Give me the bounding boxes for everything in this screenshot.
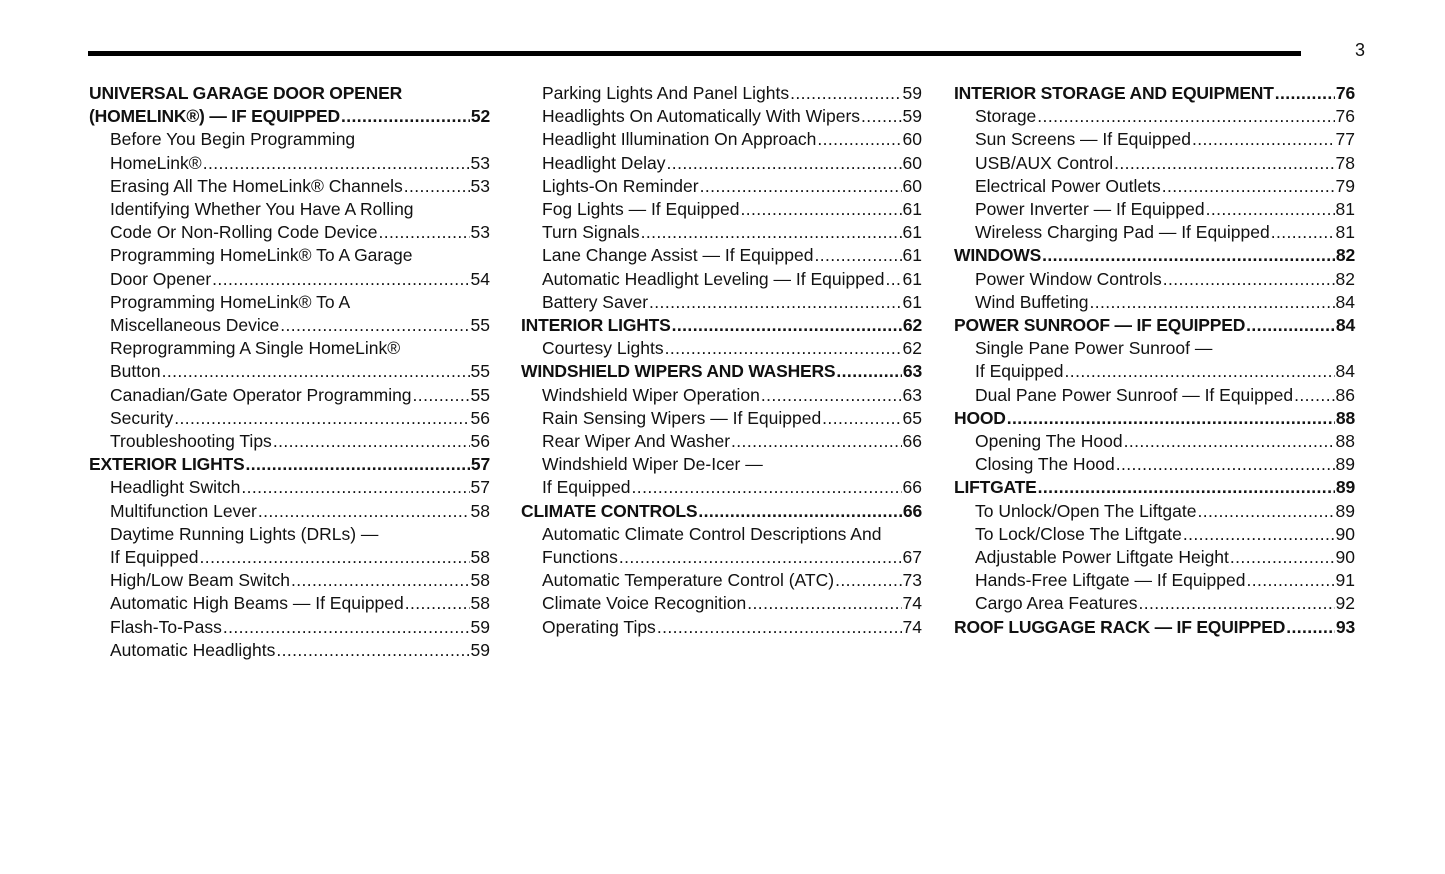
toc-column-1	[89, 82, 490, 662]
toc-entry	[521, 337, 922, 360]
toc-entry-title: Erasing All The HomeLink® Channels	[110, 175, 403, 196]
toc-entry	[521, 221, 922, 244]
dot-leader	[1206, 198, 1335, 221]
toc-entry	[521, 569, 922, 592]
toc-entry-title: HOOD	[954, 407, 1006, 428]
toc-entry	[954, 198, 1355, 221]
dot-leader	[747, 592, 901, 615]
dot-leader	[885, 268, 901, 291]
toc-entry-title: Electrical Power Outlets	[975, 175, 1161, 196]
dot-leader	[667, 152, 902, 175]
toc-page-number: 84	[1335, 291, 1355, 312]
toc-page-number: 55	[470, 315, 490, 336]
dot-leader	[223, 616, 470, 639]
toc-entry-title: To Lock/Close The Liftgate	[975, 523, 1182, 544]
toc-page-number: 89	[1335, 500, 1355, 521]
toc-entry-title: High/Low Beam Switch	[110, 570, 290, 591]
toc-page-number: 52	[470, 106, 490, 127]
toc-page-number: 59	[902, 83, 922, 103]
toc-entry	[89, 291, 490, 314]
toc-page-number: 74	[902, 593, 922, 614]
toc-entry	[89, 384, 490, 407]
dot-leader	[1116, 453, 1335, 476]
toc-entry-title: Lights-On Reminder	[542, 175, 699, 196]
toc-entry	[954, 523, 1355, 546]
toc-entry-title: If Equipped	[110, 547, 199, 568]
toc-entry	[954, 268, 1355, 291]
toc-page-number: 62	[902, 338, 922, 359]
toc-page-number: 76	[1335, 106, 1355, 127]
dot-leader	[276, 639, 469, 662]
toc-entry	[954, 430, 1355, 453]
toc-page-number: 90	[1335, 547, 1355, 568]
toc-page-number: 73	[902, 570, 922, 591]
toc-entry-title: Closing The Hood	[975, 454, 1115, 475]
toc-entry-title: Automatic Headlight Leveling — If Equipped	[542, 268, 885, 289]
toc-entry	[954, 569, 1355, 592]
toc-page-number: 74	[902, 616, 922, 637]
dot-leader	[761, 384, 902, 407]
toc-page-number: 82	[1335, 245, 1355, 266]
toc-page-number: 67	[902, 547, 922, 568]
toc-entry-title: Turn Signals	[542, 222, 640, 243]
toc-page-number: 56	[470, 407, 490, 428]
toc-page-number: 56	[470, 431, 490, 452]
toc-section-heading	[89, 82, 490, 105]
toc-entry-title: Wind Buffeting	[975, 291, 1089, 312]
dot-leader	[280, 314, 469, 337]
toc-entry	[89, 476, 490, 499]
toc-entry-title: Security	[110, 407, 174, 428]
toc-entry	[521, 592, 922, 615]
toc-entry	[521, 198, 922, 221]
toc-entry	[89, 337, 490, 360]
toc-entry	[521, 128, 922, 151]
toc-entry-title: Automatic Climate Control Descriptions And	[542, 523, 882, 544]
dot-leader	[258, 500, 470, 523]
toc-page-number: 81	[1335, 199, 1355, 220]
toc-entry	[89, 152, 490, 175]
toc-entry	[521, 291, 922, 314]
toc-entry	[89, 569, 490, 592]
toc-entry	[954, 592, 1355, 615]
dot-leader	[1286, 616, 1335, 639]
toc-entry-title: Operating Tips	[542, 616, 656, 637]
toc-page-number: 62	[902, 315, 922, 336]
toc-entry-title: Programming HomeLink® To A	[110, 291, 351, 312]
toc-page-number: 79	[1335, 175, 1355, 196]
dot-leader	[790, 82, 901, 105]
toc-section-heading	[521, 360, 922, 383]
toc-column-2	[521, 82, 922, 639]
toc-entry	[89, 128, 490, 151]
toc-section-heading	[521, 314, 922, 337]
dot-leader	[1246, 314, 1335, 337]
dot-leader	[835, 569, 901, 592]
toc-page-number: 61	[902, 291, 922, 312]
dot-leader	[649, 291, 902, 314]
toc-entry	[954, 128, 1355, 151]
toc-entry	[89, 546, 490, 569]
toc-page-number: 63	[902, 361, 922, 382]
toc-entry-title: Door Opener	[110, 268, 212, 289]
dot-leader	[657, 616, 902, 639]
toc-entry	[521, 384, 922, 407]
toc-entry-title: LIFTGATE	[954, 477, 1037, 498]
toc-entry	[954, 221, 1355, 244]
toc-entry-title: To Unlock/Open The Liftgate	[975, 500, 1197, 521]
toc-page-number: 57	[470, 454, 490, 475]
dot-leader	[241, 476, 469, 499]
toc-page-number: 84	[1335, 315, 1355, 336]
toc-section-heading	[954, 616, 1355, 639]
dot-leader	[1197, 500, 1334, 523]
toc-entry-title: Lane Change Assist — If Equipped	[542, 245, 814, 266]
toc-entry-title: Fog Lights — If Equipped	[542, 199, 740, 220]
toc-entry-title: Automatic High Beams — If Equipped	[110, 593, 404, 614]
toc-entry	[89, 616, 490, 639]
dot-leader	[1230, 546, 1335, 569]
toc-entry-title: (HOMELINK®) — IF EQUIPPED	[89, 106, 340, 127]
toc-entry-title: Headlight Illumination On Approach	[542, 129, 817, 150]
toc-entry	[521, 407, 922, 430]
dot-leader	[1090, 291, 1335, 314]
toc-page-number: 88	[1335, 407, 1355, 428]
toc-entry	[89, 314, 490, 337]
toc-page-number: 61	[902, 268, 922, 289]
toc-column-3	[954, 82, 1355, 639]
toc-entry-title: Headlight Delay	[542, 152, 666, 173]
toc-entry	[954, 384, 1355, 407]
toc-entry	[521, 546, 922, 569]
dot-leader	[1183, 523, 1335, 546]
toc-entry-title: Multifunction Lever	[110, 500, 257, 521]
toc-entry-title: Storage	[975, 106, 1037, 127]
toc-page-number: 61	[902, 245, 922, 266]
toc-entry	[521, 453, 922, 476]
dot-leader	[404, 175, 470, 198]
toc-entry-title: Hands-Free Liftgate — If Equipped	[975, 570, 1246, 591]
toc-page-number: 60	[902, 175, 922, 196]
toc-entry-title: UNIVERSAL GARAGE DOOR OPENER	[89, 83, 403, 103]
dot-leader	[405, 592, 470, 615]
toc-entry-title: Miscellaneous Device	[110, 315, 280, 336]
toc-entry-title: Headlight Switch	[110, 477, 241, 498]
toc-entry-title: Power Window Controls	[975, 268, 1162, 289]
dot-leader	[698, 500, 902, 523]
toc-entry-title: Adjustable Power Liftgate Height	[975, 547, 1229, 568]
toc-entry	[521, 616, 922, 639]
dot-leader	[162, 360, 470, 383]
dot-leader	[341, 105, 470, 128]
toc-entry-title: Rear Wiper And Washer	[542, 431, 731, 452]
toc-section-heading	[89, 453, 490, 476]
toc-entry-title: Windshield Wiper Operation	[542, 384, 760, 405]
toc-entry-title: HomeLink®	[110, 152, 202, 173]
toc-entry-title: Reprogramming A Single HomeLink®	[110, 338, 401, 359]
dot-leader	[203, 152, 470, 175]
dot-leader	[1192, 128, 1335, 151]
toc-entry-title: Automatic Temperature Control (ATC)	[542, 570, 835, 591]
toc-entry	[954, 291, 1355, 314]
dot-leader	[1246, 569, 1334, 592]
toc-section-heading	[954, 407, 1355, 430]
toc-entry-title: Before You Begin Programming	[110, 129, 356, 150]
toc-entry-title: Canadian/Gate Operator Programming	[110, 384, 412, 405]
toc-page-number: 54	[470, 268, 490, 289]
toc-section-heading	[954, 314, 1355, 337]
toc-page-number: 76	[1335, 83, 1355, 103]
toc-page-number: 59	[470, 616, 490, 637]
dot-leader	[1124, 430, 1335, 453]
toc-entry	[521, 175, 922, 198]
toc-entry	[89, 500, 490, 523]
toc-entry-title: Cargo Area Features	[975, 593, 1138, 614]
toc-page-number: 82	[1335, 268, 1355, 289]
toc-page-number: 53	[470, 175, 490, 196]
toc-page-number: 90	[1335, 523, 1355, 544]
dot-leader	[413, 384, 470, 407]
toc-entry-title: Parking Lights And Panel Lights	[542, 83, 790, 103]
dot-leader	[1114, 152, 1334, 175]
toc-entry	[89, 523, 490, 546]
header-rule	[88, 51, 1301, 56]
toc-page-number: 57	[470, 477, 490, 498]
dot-leader	[1037, 105, 1334, 128]
toc-section-heading	[954, 244, 1355, 267]
toc-entry-title: INTERIOR STORAGE AND EQUIPMENT	[954, 83, 1274, 103]
toc-entry-title: Wireless Charging Pad — If Equipped	[975, 222, 1270, 243]
toc-entry	[521, 476, 922, 499]
toc-page-number: 55	[470, 361, 490, 382]
dot-leader	[378, 221, 469, 244]
toc-page-number: 86	[1335, 384, 1355, 405]
toc-entry-title: Windshield Wiper De-Icer —	[542, 454, 763, 475]
toc-page-number: 81	[1335, 222, 1355, 243]
toc-page-number: 58	[470, 547, 490, 568]
toc-entry	[89, 175, 490, 198]
toc-section-heading	[954, 82, 1355, 105]
toc-entry-title: Button	[110, 361, 161, 382]
toc-entry	[89, 360, 490, 383]
dot-leader	[1138, 592, 1334, 615]
toc-entry-title: If Equipped	[975, 361, 1064, 382]
toc-entry	[954, 453, 1355, 476]
toc-entry-title: Opening The Hood	[975, 431, 1123, 452]
toc-entry	[954, 105, 1355, 128]
dot-leader	[641, 221, 902, 244]
dot-leader	[1042, 244, 1335, 267]
toc-entry-title: Automatic Headlights	[110, 639, 276, 660]
toc-entry-title: INTERIOR LIGHTS	[521, 315, 671, 336]
dot-leader	[632, 476, 902, 499]
dot-leader	[1038, 476, 1335, 499]
toc-entry-title: Sun Screens — If Equipped	[975, 129, 1191, 150]
toc-entry-title: Daytime Running Lights (DRLs) —	[110, 523, 379, 544]
dot-leader	[731, 430, 902, 453]
toc-entry	[954, 337, 1355, 360]
toc-page-number: 84	[1335, 361, 1355, 382]
toc-entry-title: Programming HomeLink® To A Garage	[110, 245, 413, 266]
toc-page-number: 60	[902, 152, 922, 173]
toc-entry-title: EXTERIOR LIGHTS	[89, 454, 245, 475]
toc-page-number: 66	[902, 431, 922, 452]
dot-leader	[200, 546, 470, 569]
toc-entry	[89, 407, 490, 430]
dot-leader	[1271, 221, 1335, 244]
toc-entry	[89, 430, 490, 453]
toc-entry	[521, 523, 922, 546]
toc-entry	[521, 105, 922, 128]
dot-leader	[291, 569, 470, 592]
toc-entry-title: POWER SUNROOF — IF EQUIPPED	[954, 315, 1246, 336]
dot-leader	[836, 360, 902, 383]
toc-entry	[521, 82, 922, 105]
toc-entry-title: Identifying Whether You Have A Rolling	[110, 199, 414, 220]
toc-page-number: 91	[1335, 570, 1355, 591]
toc-page-number: 63	[902, 384, 922, 405]
toc-section-heading	[521, 500, 922, 523]
dot-leader	[740, 198, 901, 221]
toc-page-number: 53	[470, 152, 490, 173]
toc-entry-title: Flash-To-Pass	[110, 616, 222, 637]
toc-entry	[89, 221, 490, 244]
dot-leader	[814, 244, 901, 267]
toc-entry-title: USB/AUX Control	[975, 152, 1114, 173]
toc-page-number: 78	[1335, 152, 1355, 173]
toc-section-heading	[89, 105, 490, 128]
toc-entry-title: Headlights On Automatically With Wipers	[542, 106, 861, 127]
toc-page-number: 58	[470, 570, 490, 591]
toc-entry	[521, 268, 922, 291]
toc-page-number: 58	[470, 500, 490, 521]
toc-entry	[954, 500, 1355, 523]
toc-entry	[89, 198, 490, 221]
toc-section-heading	[954, 476, 1355, 499]
dot-leader	[1065, 360, 1335, 383]
toc-page-number: 53	[470, 222, 490, 243]
toc-entry	[521, 430, 922, 453]
dot-leader	[245, 453, 469, 476]
dot-leader	[861, 105, 901, 128]
toc-entry	[521, 152, 922, 175]
toc-entry-title: Battery Saver	[542, 291, 649, 312]
toc-page-number: 77	[1335, 129, 1355, 150]
toc-entry	[954, 360, 1355, 383]
toc-entry-title: Dual Pane Power Sunroof — If Equipped	[975, 384, 1294, 405]
toc-entry	[89, 639, 490, 662]
dot-leader	[1007, 407, 1335, 430]
toc-entry-title: WINDSHIELD WIPERS AND WASHERS	[521, 361, 836, 382]
toc-page-number: 65	[902, 407, 922, 428]
toc-entry-title: Courtesy Lights	[542, 338, 664, 359]
page-number: 3	[1354, 40, 1365, 60]
toc-page-number: 59	[470, 639, 490, 660]
toc-page-number: 61	[902, 199, 922, 220]
toc-page-number: 88	[1335, 431, 1355, 452]
dot-leader	[619, 546, 902, 569]
dot-leader	[174, 407, 469, 430]
toc-entry	[89, 592, 490, 615]
toc-entry	[954, 546, 1355, 569]
toc-page-number: 66	[902, 500, 922, 521]
toc-page-number: 60	[902, 129, 922, 150]
toc-entry-title: CLIMATE CONTROLS	[521, 500, 698, 521]
toc-page-number: 59	[902, 106, 922, 127]
dot-leader	[1294, 384, 1334, 407]
toc-entry-title: Functions	[542, 547, 618, 568]
toc-entry-title: Single Pane Power Sunroof —	[975, 338, 1213, 359]
toc-entry-title: ROOF LUGGAGE RACK — IF EQUIPPED	[954, 616, 1286, 637]
toc-entry	[954, 152, 1355, 175]
dot-leader	[1275, 82, 1335, 105]
toc-entry-title: Troubleshooting Tips	[110, 431, 272, 452]
toc-entry	[521, 244, 922, 267]
toc-entry	[89, 244, 490, 267]
dot-leader	[672, 314, 902, 337]
dot-leader	[822, 407, 901, 430]
toc-entry-title: WINDOWS	[954, 245, 1042, 266]
toc-page-number: 93	[1335, 616, 1355, 637]
dot-leader	[665, 337, 902, 360]
toc-entry-title: Code Or Non-Rolling Code Device	[110, 222, 378, 243]
toc-entry-title: Rain Sensing Wipers — If Equipped	[542, 407, 822, 428]
dot-leader	[1163, 268, 1335, 291]
dot-leader	[817, 128, 901, 151]
dot-leader	[700, 175, 902, 198]
toc-page-number: 89	[1335, 454, 1355, 475]
dot-leader	[212, 268, 469, 291]
dot-leader	[273, 430, 470, 453]
dot-leader	[1162, 175, 1335, 198]
toc-page-number: 92	[1335, 593, 1355, 614]
toc-page-number: 58	[470, 593, 490, 614]
toc-page-number: 89	[1335, 477, 1355, 498]
toc-entry-title: If Equipped	[542, 477, 631, 498]
toc-page-number: 66	[902, 477, 922, 498]
toc-entry	[89, 268, 490, 291]
toc-page-number: 61	[902, 222, 922, 243]
toc-page-number: 55	[470, 384, 490, 405]
toc-entry-title: Climate Voice Recognition	[542, 593, 747, 614]
toc-entry-title: Power Inverter — If Equipped	[975, 199, 1205, 220]
toc-entry	[954, 175, 1355, 198]
